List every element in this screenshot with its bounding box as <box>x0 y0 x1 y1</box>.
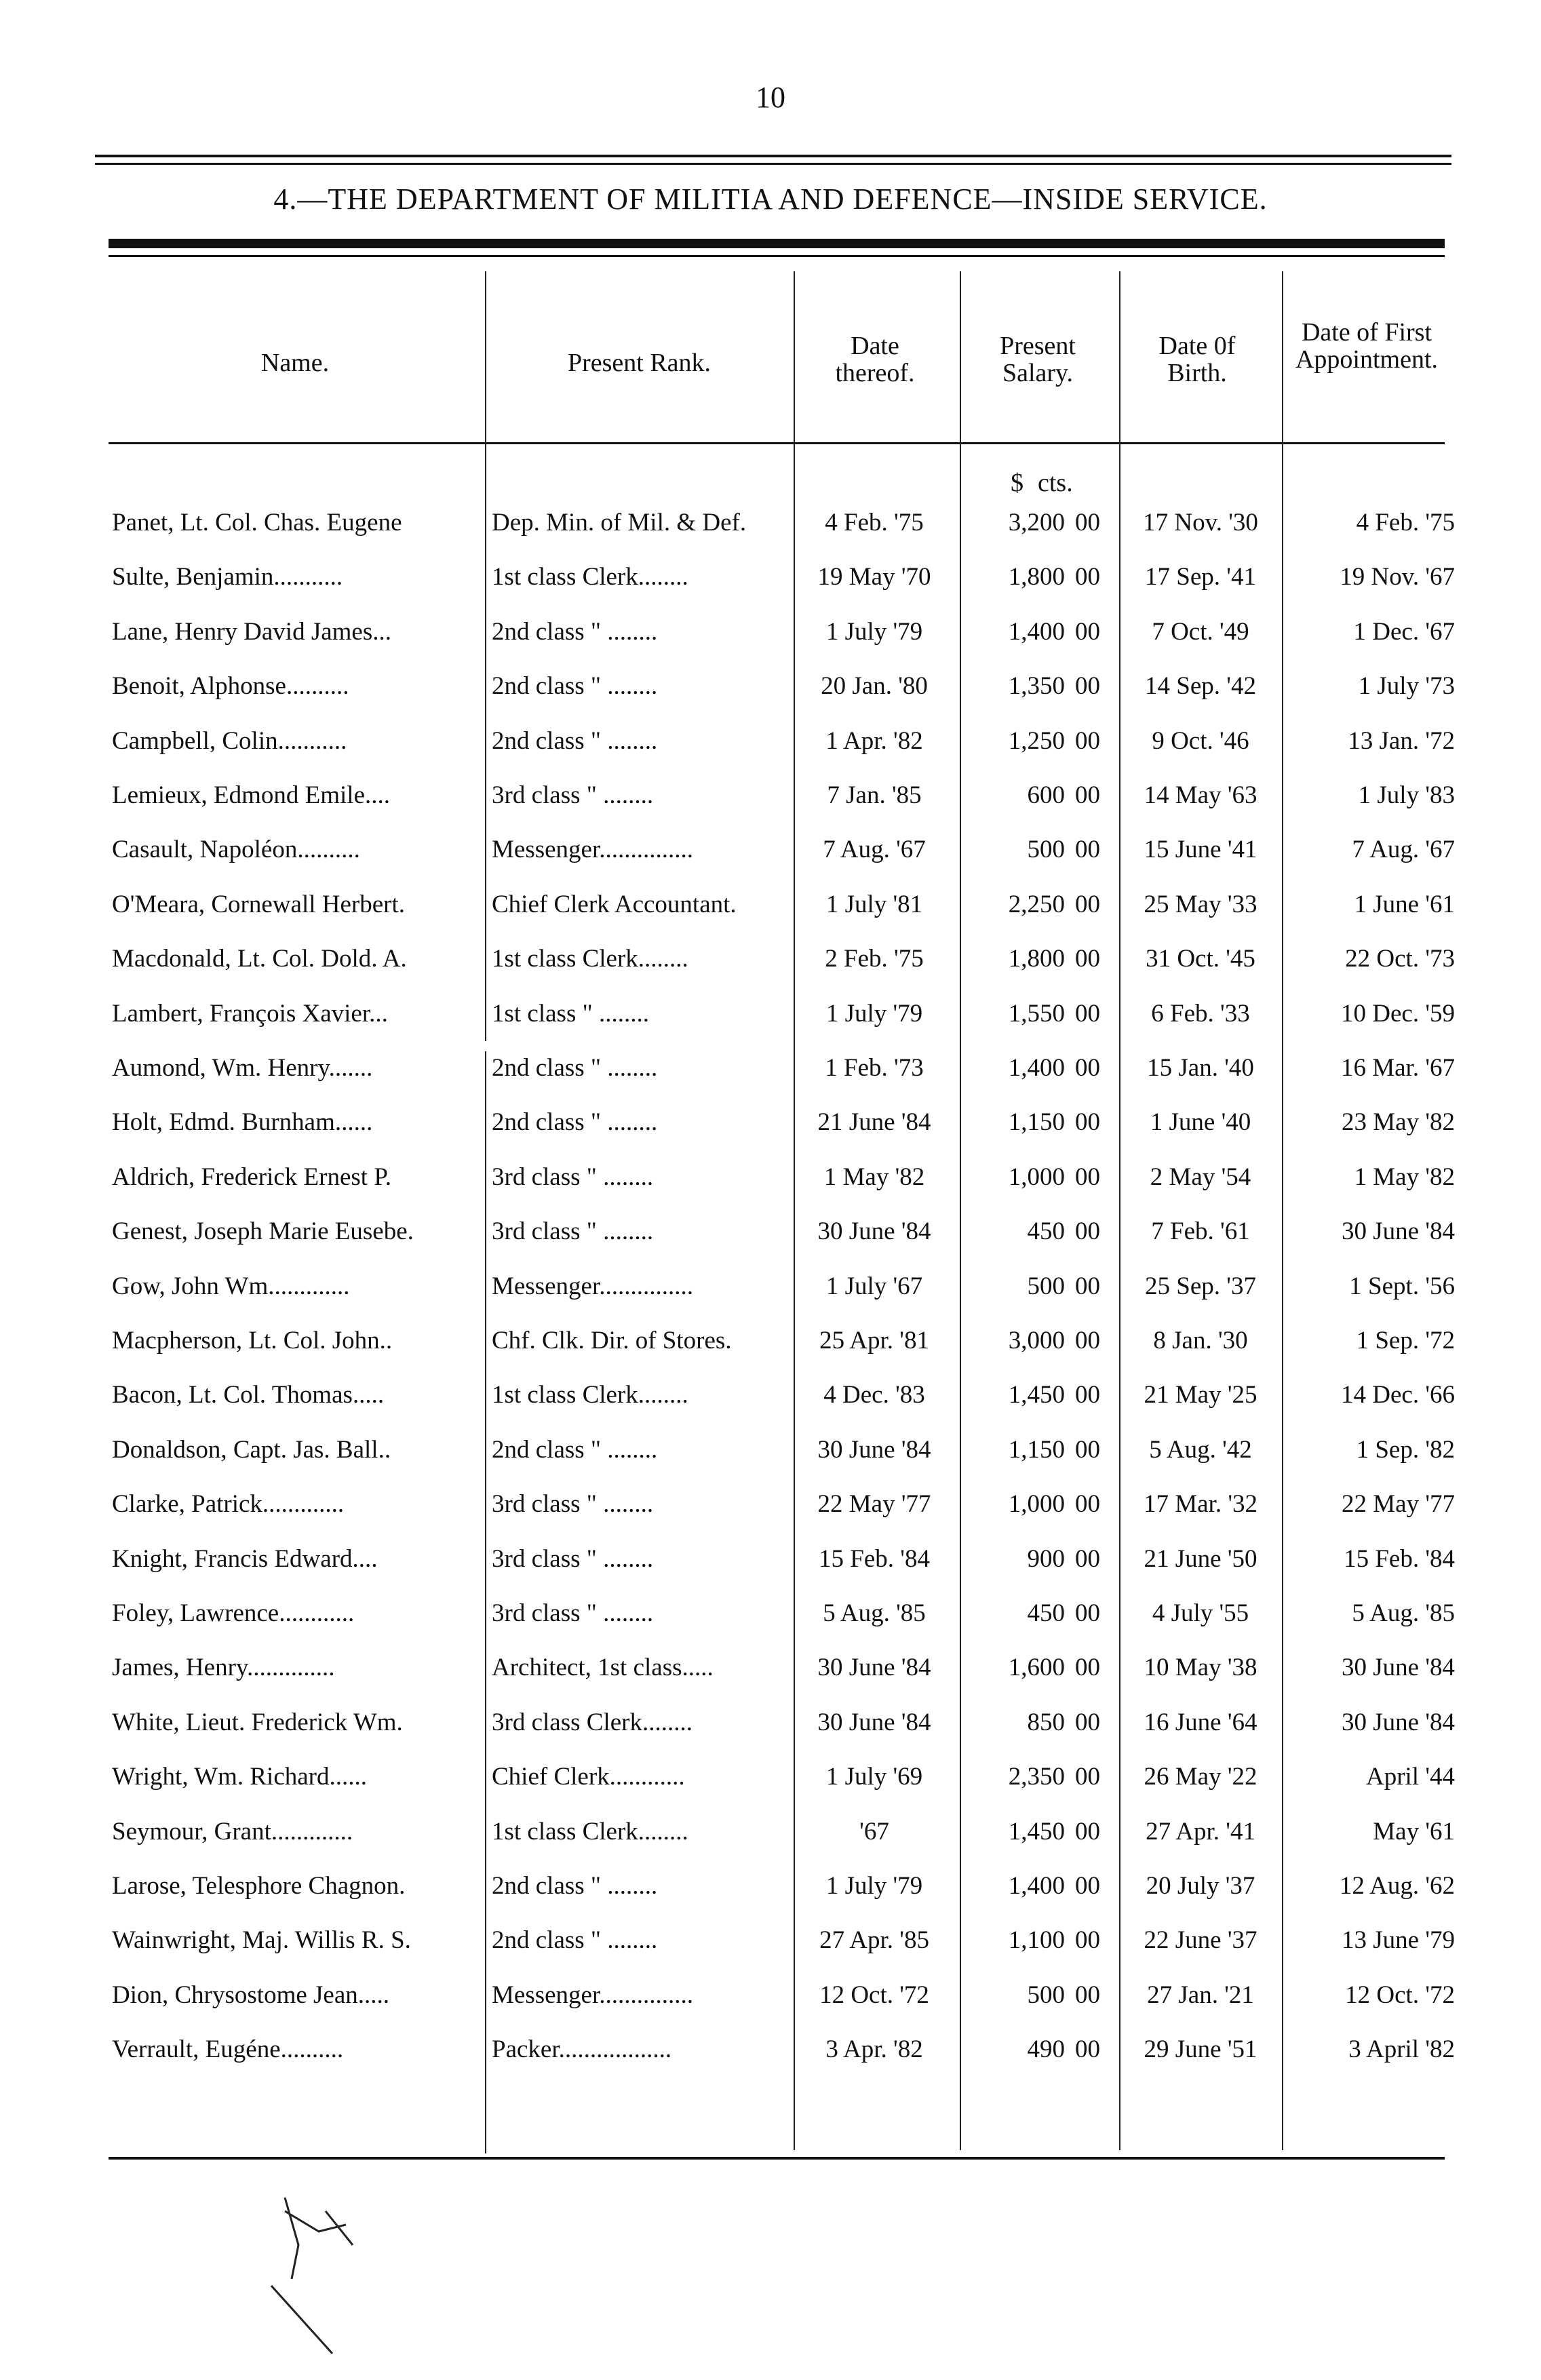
first-appointment-date: 16 Mar. '67 <box>1340 1054 1455 1082</box>
first-appointment-date: 7 Aug. '67 <box>1352 836 1455 863</box>
rank-date: 20 Jan. '80 <box>821 672 928 700</box>
employee-name: Bacon, Lt. Col. Thomas..... <box>112 1381 385 1409</box>
first-appointment-date: 10 Dec. '59 <box>1341 1000 1455 1028</box>
rank-date: 3 Apr. '82 <box>825 2035 923 2063</box>
salary-cents: 00 <box>1075 1054 1100 1082</box>
birth-date: 20 July '37 <box>1146 1872 1255 1900</box>
employee-rank: 3rd class " ........ <box>492 781 654 809</box>
rank-date: 1 July '69 <box>825 1763 923 1791</box>
birth-date: 10 May '38 <box>1144 1654 1257 1681</box>
salary-dollars: 850 <box>1027 1709 1065 1736</box>
units-dollars: $ <box>1011 469 1023 497</box>
salary-dollars: 500 <box>1027 836 1065 863</box>
birth-date: 14 Sep. '42 <box>1145 672 1256 700</box>
salary-dollars: 2,350 <box>1008 1763 1065 1791</box>
salary-dollars: 1,150 <box>1008 1436 1065 1464</box>
employee-name: Donaldson, Capt. Jas. Ball.. <box>112 1436 391 1464</box>
salary-dollars: 1,000 <box>1008 1490 1065 1518</box>
first-appointment-date: 30 June '84 <box>1342 1654 1455 1681</box>
salary-cents: 00 <box>1075 1545 1100 1573</box>
salary-cents: 00 <box>1075 1763 1100 1791</box>
salary-dollars: 450 <box>1027 1599 1065 1627</box>
first-appointment-date: 22 May '77 <box>1342 1490 1455 1518</box>
first-appointment-date: 30 June '84 <box>1342 1217 1455 1245</box>
employee-name: Verrault, Eugéne.......... <box>112 2035 344 2063</box>
birth-date: 29 June '51 <box>1144 2035 1257 2063</box>
salary-cents: 00 <box>1075 781 1100 809</box>
first-appointment-date: 1 Dec. '67 <box>1353 618 1455 646</box>
rank-date: 1 July '79 <box>825 618 923 646</box>
salary-cents: 00 <box>1075 509 1100 537</box>
employee-name: Campbell, Colin........... <box>112 727 347 755</box>
salary-dollars: 1,400 <box>1008 1872 1065 1900</box>
rank-date: 22 May '77 <box>817 1490 931 1518</box>
first-appointment-date: 19 Nov. '67 <box>1340 563 1455 591</box>
birth-date: 26 May '22 <box>1144 1763 1257 1791</box>
employee-rank: 2nd class " ........ <box>492 1108 658 1136</box>
employee-name: Wainwright, Maj. Willis R. S. <box>112 1926 411 1954</box>
employee-name: Dion, Chrysostome Jean..... <box>112 1981 390 2009</box>
first-appointment-date: 14 Dec. '66 <box>1341 1381 1455 1409</box>
first-appointment-date: May '61 <box>1373 1818 1455 1846</box>
employee-name: Seymour, Grant............. <box>112 1818 353 1846</box>
employee-rank: Messenger............... <box>492 836 693 863</box>
employee-rank: 3rd class " ........ <box>492 1163 654 1191</box>
birth-date: 25 May '33 <box>1144 891 1257 918</box>
salary-dollars: 1,800 <box>1008 945 1065 973</box>
salary-cents: 00 <box>1075 1217 1100 1245</box>
salary-dollars: 3,000 <box>1008 1327 1065 1354</box>
salary-cents: 00 <box>1075 1654 1100 1681</box>
employee-rank: 3rd class " ........ <box>492 1599 654 1627</box>
salary-dollars: 1,800 <box>1008 563 1065 591</box>
employee-rank: Architect, 1st class..... <box>492 1654 714 1681</box>
rank-date: 1 July '79 <box>825 1872 923 1900</box>
employee-rank: Chief Clerk Accountant. <box>492 891 737 918</box>
employee-rank: Messenger............... <box>492 1981 693 2009</box>
birth-date: 17 Sep. '41 <box>1145 563 1256 591</box>
salary-cents: 00 <box>1075 1000 1100 1028</box>
employee-rank: 2nd class " ........ <box>492 1436 658 1464</box>
first-appointment-date: 1 Sept. '56 <box>1349 1272 1455 1300</box>
employee-rank: Dep. Min. of Mil. & Def. <box>492 509 747 537</box>
salary-dollars: 1,450 <box>1008 1818 1065 1846</box>
salary-cents: 00 <box>1075 836 1100 863</box>
first-appointment-date: 12 Oct. '72 <box>1345 1981 1455 2009</box>
salary-cents: 00 <box>1075 1926 1100 1954</box>
first-appointment-date: 5 Aug. '85 <box>1352 1599 1455 1627</box>
employee-name: Larose, Telesphore Chagnon. <box>112 1872 406 1900</box>
column-separator <box>1119 271 1120 2150</box>
birth-date: 21 May '25 <box>1144 1381 1257 1409</box>
header-salary: Present Salary. <box>1000 332 1076 387</box>
column-separator <box>960 271 961 2150</box>
first-appointment-date: 1 July '73 <box>1358 672 1455 700</box>
birth-date: 4 July '55 <box>1152 1599 1249 1627</box>
salary-dollars: 490 <box>1027 2035 1065 2063</box>
salary-cents: 00 <box>1075 1108 1100 1136</box>
salary-dollars: 1,100 <box>1008 1926 1065 1954</box>
rank-date: 25 Apr. '81 <box>819 1327 929 1354</box>
birth-date: 27 Jan. '21 <box>1147 1981 1254 2009</box>
employee-name: Macdonald, Lt. Col. Dold. A. <box>112 945 407 973</box>
employee-name: Knight, Francis Edward.... <box>112 1545 378 1573</box>
employee-name: Panet, Lt. Col. Chas. Eugene <box>112 509 402 537</box>
salary-cents: 00 <box>1075 1818 1100 1846</box>
employee-rank: Packer.................. <box>492 2035 672 2063</box>
page-number: 10 <box>756 81 785 114</box>
birth-date: 15 June '41 <box>1144 836 1257 863</box>
salary-cents: 00 <box>1075 1436 1100 1464</box>
rank-date: 2 Feb. '75 <box>825 945 924 973</box>
birth-date: 7 Oct. '49 <box>1152 618 1249 646</box>
employee-rank: 2nd class " ........ <box>492 1872 658 1900</box>
first-appointment-date: 30 June '84 <box>1342 1709 1455 1736</box>
employee-rank: 2nd class " ........ <box>492 1926 658 1954</box>
employee-name: Lambert, François Xavier... <box>112 1000 388 1028</box>
salary-dollars: 600 <box>1027 781 1065 809</box>
salary-dollars: 500 <box>1027 1272 1065 1300</box>
salary-dollars: 1,350 <box>1008 672 1065 700</box>
first-appointment-date: 1 Sep. '72 <box>1356 1327 1455 1354</box>
employee-rank: 2nd class " ........ <box>492 1054 658 1082</box>
salary-cents: 00 <box>1075 672 1100 700</box>
salary-cents: 00 <box>1075 2035 1100 2063</box>
salary-dollars: 1,450 <box>1008 1381 1065 1409</box>
rank-date: 30 June '84 <box>817 1654 931 1681</box>
employee-name: Aldrich, Frederick Ernest P. <box>112 1163 392 1191</box>
birth-date: 17 Nov. '30 <box>1143 509 1258 537</box>
employee-name: Lane, Henry David James... <box>112 618 392 646</box>
birth-date: 16 June '64 <box>1144 1709 1257 1736</box>
salary-cents: 00 <box>1075 1872 1100 1900</box>
rank-date: 27 Apr. '85 <box>819 1926 929 1954</box>
rank-date: 1 July '79 <box>825 1000 923 1028</box>
first-appointment-date: April '44 <box>1365 1763 1455 1791</box>
rank-date: 19 May '70 <box>817 563 931 591</box>
employee-rank: 1st class " ........ <box>492 1000 649 1028</box>
first-appointment-date: 22 Oct. '73 <box>1345 945 1455 973</box>
salary-dollars: 450 <box>1027 1217 1065 1245</box>
birth-date: 15 Jan. '40 <box>1147 1054 1254 1082</box>
first-appointment-date: 1 July '83 <box>1358 781 1455 809</box>
header-first: Date of First Appointment. <box>1295 318 1439 374</box>
birth-date: 8 Jan. '30 <box>1153 1327 1248 1354</box>
header-birth: Date 0f Birth. <box>1158 332 1236 387</box>
units-cents: cts. <box>1038 469 1073 497</box>
first-appointment-date: 4 Feb. '75 <box>1356 509 1455 537</box>
employee-rank: 3rd class " ........ <box>492 1217 654 1245</box>
birth-date: 7 Feb. '61 <box>1151 1217 1250 1245</box>
birth-date: 14 May '63 <box>1144 781 1257 809</box>
header-date: Date thereof. <box>835 332 915 387</box>
pencil-marks-icon <box>244 2184 448 2360</box>
salary-cents: 00 <box>1075 1327 1100 1354</box>
salary-cents: 00 <box>1075 618 1100 646</box>
birth-date: 1 June '40 <box>1150 1108 1251 1136</box>
rank-date: '67 <box>859 1818 889 1846</box>
column-separator <box>1282 271 1283 2150</box>
employee-rank: Messenger............... <box>492 1272 693 1300</box>
employee-rank: 1st class Clerk........ <box>492 1818 688 1846</box>
employee-name: White, Lieut. Frederick Wm. <box>112 1709 403 1736</box>
salary-cents: 00 <box>1075 1381 1100 1409</box>
salary-dollars: 3,200 <box>1008 509 1065 537</box>
title-rule-thin <box>109 255 1445 257</box>
salary-dollars: 1,550 <box>1008 1000 1065 1028</box>
title-rule-thick <box>109 239 1445 248</box>
salary-dollars: 1,400 <box>1008 618 1065 646</box>
rank-date: 1 Apr. '82 <box>825 727 923 755</box>
first-appointment-date: 1 May '82 <box>1354 1163 1455 1191</box>
birth-date: 6 Feb. '33 <box>1151 1000 1250 1028</box>
first-appointment-date: 13 Jan. '72 <box>1348 727 1455 755</box>
rank-date: 4 Feb. '75 <box>825 509 924 537</box>
salary-dollars: 1,600 <box>1008 1654 1065 1681</box>
salary-cents: 00 <box>1075 1709 1100 1736</box>
rank-date: 30 June '84 <box>817 1709 931 1736</box>
salary-cents: 00 <box>1075 1599 1100 1627</box>
salary-dollars: 900 <box>1027 1545 1065 1573</box>
salary-dollars: 1,000 <box>1008 1163 1065 1191</box>
column-separator <box>485 1051 486 2153</box>
employee-name: James, Henry.............. <box>112 1654 335 1681</box>
rank-date: 4 Dec. '83 <box>823 1381 925 1409</box>
employee-name: Holt, Edmd. Burnham...... <box>112 1108 373 1136</box>
salary-dollars: 1,250 <box>1008 727 1065 755</box>
salary-dollars: 1,400 <box>1008 1054 1065 1082</box>
birth-date: 9 Oct. '46 <box>1152 727 1249 755</box>
column-separator <box>485 271 486 1041</box>
employee-rank: 2nd class " ........ <box>492 618 658 646</box>
employee-name: Genest, Joseph Marie Eusebe. <box>112 1217 414 1245</box>
birth-date: 31 Oct. '45 <box>1146 945 1255 973</box>
salary-cents: 00 <box>1075 1272 1100 1300</box>
first-appointment-date: 1 Sep. '82 <box>1356 1436 1455 1464</box>
birth-date: 21 June '50 <box>1144 1545 1257 1573</box>
page-title: 4.—THE DEPARTMENT OF MILITIA AND DEFENCE—INSIDE SERVICE. <box>273 182 1268 216</box>
employee-name: Benoit, Alphonse.......... <box>112 672 349 700</box>
employee-rank: Chief Clerk............ <box>492 1763 685 1791</box>
rank-date: 7 Jan. '85 <box>827 781 922 809</box>
rank-date: 1 Feb. '73 <box>825 1054 924 1082</box>
employee-rank: 1st class Clerk........ <box>492 945 688 973</box>
salary-cents: 00 <box>1075 1981 1100 2009</box>
rank-date: 21 June '84 <box>817 1108 931 1136</box>
employee-name: Wright, Wm. Richard...... <box>112 1763 367 1791</box>
rank-date: 1 July '67 <box>825 1272 923 1300</box>
employee-name: Sulte, Benjamin........... <box>112 563 343 591</box>
first-appointment-date: 12 Aug. '62 <box>1339 1872 1455 1900</box>
birth-date: 22 June '37 <box>1144 1926 1257 1954</box>
salary-dollars: 2,250 <box>1008 891 1065 918</box>
employee-name: Foley, Lawrence............ <box>112 1599 355 1627</box>
salary-cents: 00 <box>1075 1490 1100 1518</box>
rank-date: 30 June '84 <box>817 1217 931 1245</box>
bottom-rule <box>109 2157 1445 2160</box>
first-appointment-date: 13 June '79 <box>1342 1926 1455 1954</box>
employee-name: Casault, Napoléon.......... <box>112 836 360 863</box>
header-rank: Present Rank. <box>567 349 711 377</box>
header-name: Name. <box>260 349 330 377</box>
salary-dollars: 500 <box>1027 1981 1065 2009</box>
top-double-rule-lower <box>95 163 1451 165</box>
birth-date: 27 Apr. '41 <box>1146 1818 1255 1846</box>
employee-rank: 2nd class " ........ <box>492 727 658 755</box>
employee-name: Gow, John Wm............. <box>112 1272 350 1300</box>
employee-name: Lemieux, Edmond Emile.... <box>112 781 390 809</box>
salary-cents: 00 <box>1075 945 1100 973</box>
birth-date: 25 Sep. '37 <box>1145 1272 1256 1300</box>
birth-date: 5 Aug. '42 <box>1149 1436 1252 1464</box>
employee-rank: 3rd class " ........ <box>492 1545 654 1573</box>
top-double-rule-upper <box>95 155 1451 157</box>
birth-date: 2 May '54 <box>1150 1163 1251 1191</box>
salary-cents: 00 <box>1075 1163 1100 1191</box>
employee-rank: Chf. Clk. Dir. of Stores. <box>492 1327 732 1354</box>
first-appointment-date: 15 Feb. '84 <box>1344 1545 1455 1573</box>
header-bottom-rule <box>109 442 1445 444</box>
rank-date: 15 Feb. '84 <box>819 1545 930 1573</box>
rank-date: 30 June '84 <box>817 1436 931 1464</box>
employee-name: Macpherson, Lt. Col. John.. <box>112 1327 393 1354</box>
rank-date: 1 July '81 <box>825 891 923 918</box>
rank-date: 7 Aug. '67 <box>823 836 926 863</box>
birth-date: 17 Mar. '32 <box>1143 1490 1258 1518</box>
employee-rank: 3rd class Clerk........ <box>492 1709 693 1736</box>
column-separator <box>794 271 795 2150</box>
employee-rank: 1st class Clerk........ <box>492 1381 688 1409</box>
salary-cents: 00 <box>1075 891 1100 918</box>
rank-date: 5 Aug. '85 <box>823 1599 926 1627</box>
salary-dollars: 1,150 <box>1008 1108 1065 1136</box>
rank-date: 12 Oct. '72 <box>819 1981 929 2009</box>
rank-date: 1 May '82 <box>823 1163 925 1191</box>
first-appointment-date: 23 May '82 <box>1342 1108 1455 1136</box>
salary-cents: 00 <box>1075 563 1100 591</box>
employee-rank: 1st class Clerk........ <box>492 563 688 591</box>
employee-rank: 3rd class " ........ <box>492 1490 654 1518</box>
first-appointment-date: 1 June '61 <box>1354 891 1455 918</box>
first-appointment-date: 3 April '82 <box>1348 2035 1455 2063</box>
employee-name: Clarke, Patrick............. <box>112 1490 345 1518</box>
employee-name: Aumond, Wm. Henry....... <box>112 1054 373 1082</box>
salary-cents: 00 <box>1075 727 1100 755</box>
employee-rank: 2nd class " ........ <box>492 672 658 700</box>
employee-name: O'Meara, Cornewall Herbert. <box>112 891 405 918</box>
